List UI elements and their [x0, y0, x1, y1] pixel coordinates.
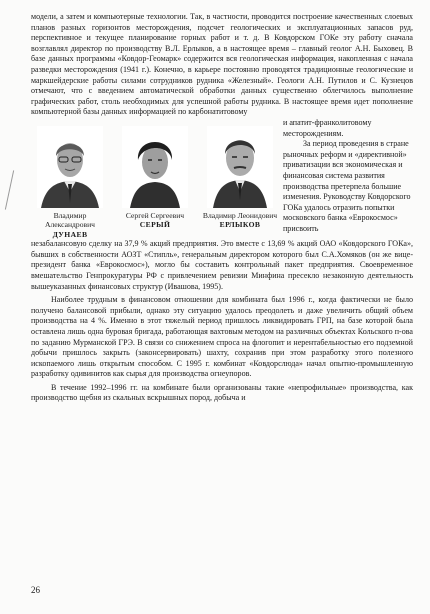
- portrait-erlykov: [201, 126, 279, 239]
- caption-name: Владимир Александрович: [45, 210, 95, 230]
- margin-pencil-mark: [5, 170, 14, 209]
- portrait-row: [31, 118, 279, 239]
- paragraph-continuation: незабалансовую сделку на 37,9 % акций предприятия. Это вместе с 13,69 % акций ОАО «Ковдорского ГОКа», бывших в собственности АОЗТ «Стипль», генеральным директором которого был С.А.Хомяков (он же вице-президент банка «Еврокосмос»), могло бы составить контрольный пакет предприятия. Своевременное вмешательство Генпрокуратуры РФ с привлечением ревизии Минфина пресекло незаконную деятельность вышеуказанных финансовых структур (Ивашова, 1995).: [31, 239, 413, 291]
- portrait-photo-dunaev: [37, 126, 103, 208]
- caption-name: Сергей Сергеевич: [125, 210, 185, 220]
- photo-section: [31, 118, 413, 239]
- portrait-seryi: [116, 126, 194, 239]
- right-column-continued: и апатит-франколитовому месторождениям.: [283, 117, 372, 138]
- paragraph-2: Наиболее трудным в финансовом отношении для комбината был 1996 г., когда фактически не было получено балансовой прибыли, однако эту ситуацию удалось преодолеть и даже увеличить общий объем производства на 4 %. Именно в этот тяжелый период пришлось ликвидировать ГРП, на базе которой была оставлена лишь одна буровая бригада, работающая вахтовым методом на различных объектах Кольского п-ова по заданию Мурманской ГРЭ. В связи со снижением спроса на флогопит и нерентабельностью его подземной добычи пришлось закрыть (законсервировать) шахту, сохранив при этом разработку этого полезного ископаемого лишь открытым способом. С 1995 г. комбинат «Ковдорслюда» начал опытно-промышленную разработку одивинитов как сырья для производства огнеупоров.: [31, 295, 413, 379]
- portrait-photo-seryi: [122, 126, 188, 208]
- caption-surname: ЕРЛЫКОВ: [219, 220, 261, 230]
- portrait-photo-erlykov: [207, 126, 273, 208]
- paragraph-top: модели, а затем и компьютерные технологии. Так, в частности, проводится построение качественных слоевых планов разных горизонтов месторождения, подсчет геологических и эксплуатационных запасов руд, перспективное и текущее планирование горных работ и т. д. В Ковдорском ГОКе эту работу сначала возглавлял директор по производству В.Л. Ерлыков, а в настоящее время – главный геолог А.Н. Быховец. В базе данных программы «Ковдор-Геомарк» содержится вся геологическая информация, накопленная с начала разведки месторождения (1941 г.). Конечно, в карьере постоянно проводятся традиционные геологические и маркшейдерские работы силами сотрудников рудника «Железный». Геологи А.Н. Путилов и С. Кузнецов отмечают, что с введением автоматической обработки данных существенно облегчилось выполнение графических работ, столь необходимых для успешной работы рудника. В настоящее время идет пополнение компьютерной базы данных информацией по карбонатитовому: [31, 12, 413, 117]
- caption-name: Владимир Леонидович: [202, 210, 278, 220]
- caption-surname: СЕРЫЙ: [139, 220, 171, 230]
- paragraph-3: В течение 1992–1996 гг. на комбинате были организованы такие «непрофильные» производства, как производство щебня из скальных вскрышных пород, добыча и: [31, 382, 413, 403]
- portrait-dunaev: [31, 126, 109, 239]
- right-column-text: [279, 118, 413, 239]
- right-column-paragraph: За период проведения в стране рыночных реформ и «директивной» приватизации вся экономическая и финансовая система развития производства претерпела большие изменения. Руководству Ковдорского ГОКа удалось отразить попытки московского банка «Еврокосмос» присвоить: [283, 139, 411, 233]
- caption-surname: ДУНАЕВ: [52, 229, 88, 239]
- page-number: 26: [31, 585, 40, 596]
